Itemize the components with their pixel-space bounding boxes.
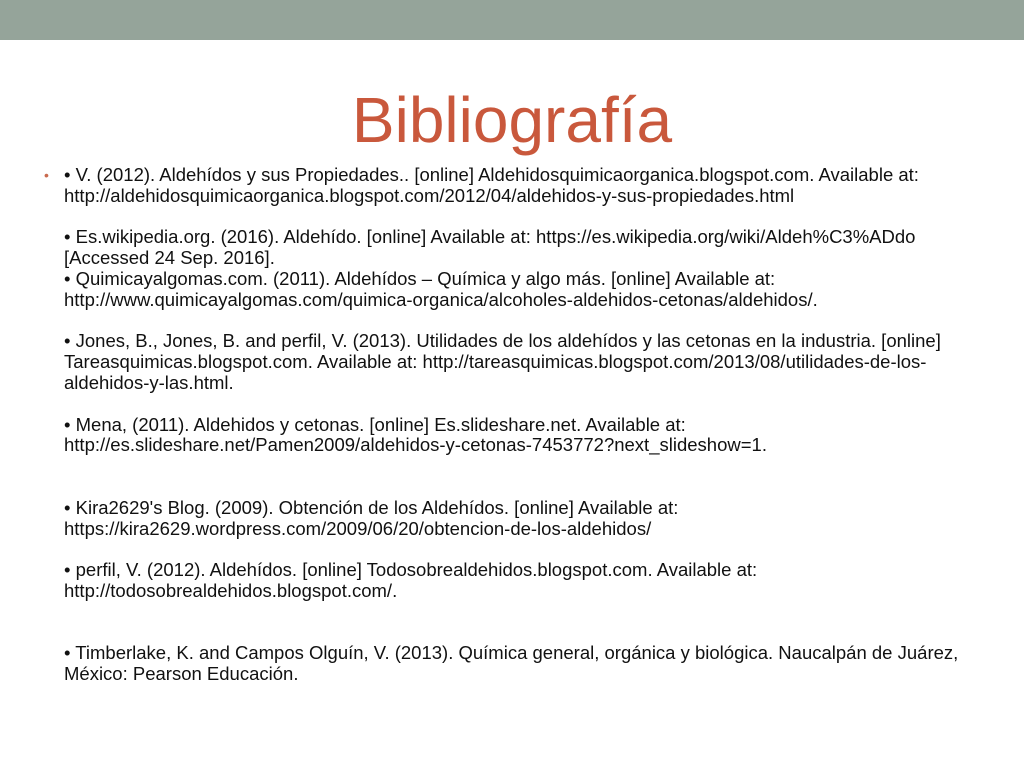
bullet-dot-icon: • <box>44 167 49 183</box>
reference-item-1: • V. (2012). Aldehídos y sus Propiedades.. [online] Aldehidosquimicaorganica.blogspot.com. Available at: http://aldehidosquimicaorganica.blogspot.com/2012/04/aldehidos-y-sus-propiedades.html <box>64 164 919 206</box>
top-accent-bar <box>0 0 1024 40</box>
reference-item-7: • perfil, V. (2012). Aldehídos. [online] Todosobrealdehidos.blogspot.com. Available at: http://todosobrealdehidos.blogspot.com/. <box>64 559 758 601</box>
reference-item-8: • Timberlake, K. and Campos Olguín, V. (2013). Química general, orgánica y biológica. Naucalpán de Juárez, México: Pearson Educación. <box>64 642 959 685</box>
reference-item-6: • Kira2629's Blog. (2009). Obtención de los Aldehídos. [online] Available at: https://kira2629.wordpress.com/2009/06/20/obtencion-de-los-aldehidos/ <box>64 496 679 539</box>
reference-item-2: • Es.wikipedia.org. (2016). Aldehído. [online] Available at: https://es.wikipedia.org/wiki/Aldeh%C3%ADdo [Accessed 24 Sep. 2016]. <box>64 226 916 269</box>
reference-list <box>64 165 964 685</box>
reference-item-5: • Mena, (2011). Aldehidos y cetonas. [online] Es.slideshare.net. Available at: http://es.slideshare.net/Pamen2009/aldehidos-y-cetonas-7453772?next_slideshow=1. <box>64 413 767 456</box>
reference-item-3: • Quimicayalgomas.com. (2011). Aldehídos – Química y algo más. [online] Available at: http://www.quimicayalgomas.com/quimica-organica/alcoholes-aldehidos-cetonas/aldehidos/. <box>64 267 818 310</box>
reference-item-4: • Jones, B., Jones, B. and perfil, V. (2013). Utilidades de los aldehídos y las cetonas en la industria. [online] Tareasquimicas.blogspot.com. Available at: http://tareasquimicas.blogspot.com/2013/08/utilidades-de-los-aldehidos-y-las.html. <box>64 330 941 393</box>
slide-title: Bibliografía <box>351 84 673 156</box>
